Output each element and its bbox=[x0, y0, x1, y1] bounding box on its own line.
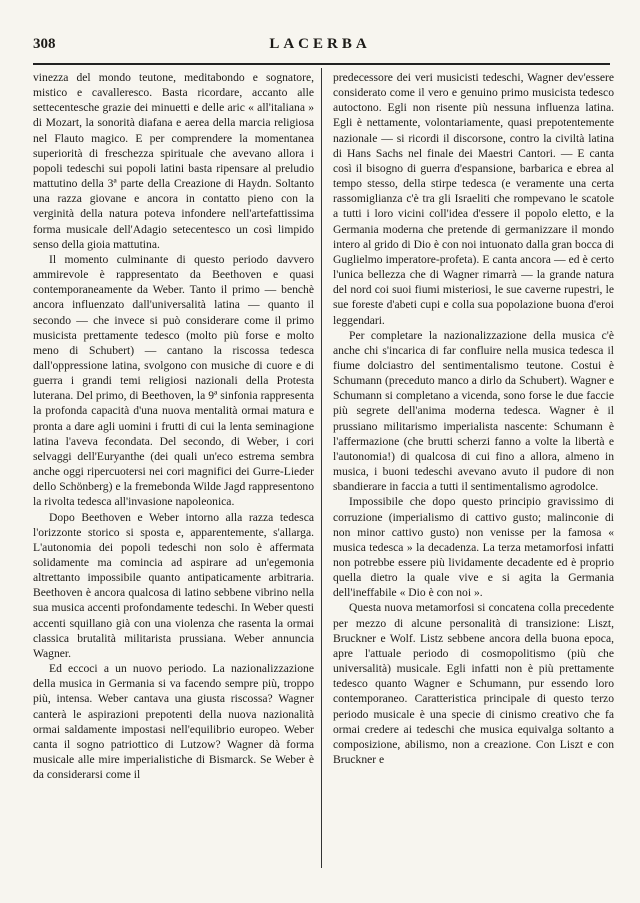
header-rule bbox=[33, 63, 610, 65]
paragraph: Dopo Beethoven e Weber intorno alla razza tedesca l'orizzonte storico si sposta e, apparentemente, s'allarga. L'autonomia dei popoli tedeschi non solo è affermata solidamente ma comincia ad aspirare ad un'egemonia altrettanto impossibile quanto antipaticamente arbitraria. Beethoven è ancora qualcosa di latino sebbene vibrino nella sua musica accenti profondamente tedeschi. In Weber questi accenti squillano già con una violenza che rasenta la ormai classica brutalità militarista prussiana. Weber annuncia Wagner. bbox=[33, 510, 314, 660]
paragraph: Impossibile che dopo questo principio gravissimo di corruzione (imperialismo di cattivo gusto; malinconie di non minor cattivo gusto) non venisse per la famosa « musica tedesca » la decadenza. La terza metamorfosi infatti non potrebbe essere più lividamente decadente ed è proprio quella dietro la quale vive e si agita la Germania dell'ineffabile « Dio è con noi ». bbox=[333, 495, 614, 600]
journal-title: LACERBA bbox=[269, 36, 371, 52]
right-column bbox=[333, 70, 614, 767]
paragraph: vinezza del mondo teutone, meditabondo e sognatore, mistico e cavalleresco. Basta ricordare, accanto alle settecentesche grazie dei minuetti e delle aric « all'italiana » di Mozart, la sonorità diafana e aerea della marcia religiosa nel Flauto magico. E per comprendere la momentanea superiorità di freschezza spirituale che avevano allora i popoli tedeschi sui popoli latini basta ripensare al preludio mattutino della 3ª parte della Creazione di Haydn. Soltanto una razza giovane e ancora in contatto pieno con la verginità della natura poteva infondere nell'artefattissima forma musicale dell'Adagio setecentesco un così limpido senso della gioia mattutina. bbox=[33, 71, 314, 251]
left-column bbox=[33, 70, 314, 782]
paragraph: Per completare la nazionalizzazione della musica c'è anche chi s'incarica di far confluire nella musica tedesca il fiume dolciastro del sentimentalismo teutone. Costui è Schumann (preceduto manco a dirlo da Schubert). Wagner e Schumann si completano a vicenda, sono forse le due faccie più segrete dell'anima moderna tedesca. Wagner è il prussiano militarismo imperialista nascente: Schumann è l'affermazione (che brutti scherzi fanno a volte la libertà e l'autonomia!) di qualcosa di cui fino a allora, almeno in musica, i buoni tedeschi avevano avuto il pudore di non sbandierare in faccia a tutti il sentimentalismo agrodolce. bbox=[333, 328, 614, 494]
paragraph: Il momento culminante di questo periodo davvero ammirevole è rappresentato da Beethoven e quasi contemporaneamente da Weber. Tanto il primo — benchè ancora influenzato dall'universalità latina — quanto il secondo — che invece si può considerare come il primo musicista prettamente tedesco (molto più forse e molto meno di Schubert) — cantano la riscossa tedesca dall'oppressione latina, svolgono con musiche di cuore e di guerra i grandi temi religiosi nazionali della Protesta luterana. Del primo, di Beethoven, la 9ª sinfonia rappresenta la profonda capacità d'una nuova mentalità ormai matura e pronta a dare agli uomini i frutti di cui la lenta seminagione latina l'aveva fecondata. Del secondo, di Weber, i cori selvaggi dell'Euryanthe (dei quali un'eco estrema sembra anche oggi ripercuotersi nei cori magnifici dei Gurre-Lieder dello Schönberg) e la fremebonda Wilde Jagd rappresentono la rivolta tedesca all'invasione napoleonica. bbox=[33, 252, 314, 509]
paragraph: Ed eccoci a un nuovo periodo. La nazionalizzazione della musica in Germania si va facendo sempre più, troppo più, intensa. Weber cantava una giusta riscossa? Wagner canterà le aspirazioni prepotenti della nuova nazionalità ormai saldamente impostasi nell'equilibrio europeo. Weber canta il sogno patriottico di Lutzow? Wagner dà forma musicale alle mire imperialistiche di Bismarck. Se Weber è da considerarsi come il bbox=[33, 662, 314, 782]
column-divider bbox=[321, 68, 322, 868]
page-number: 308 bbox=[33, 36, 56, 52]
paragraph: Questa nuova metamorfosi si concatena colla precedente per mezzo di alcune personalità di transizione: Liszt, Bruckner e Wolf. Listz sebbene ancora della buona epoca, apre l'attuale periodo di cosmopolitismo (più che universalità) musicale. Egli infatti non è più prettamente tedesco quanto Wagner e Schumann, pur essendo loro contemporaneo. Caratteristica principale di questo terzo periodo musicale è una specie di cinismo creativo che fa ormai credere ai tedeschi che musica equivalga soltanto a composizione, abilismo, non a creazione. Con Liszt e con Bruckner e bbox=[333, 601, 614, 767]
paragraph: predecessore dei veri musicisti tedeschi, Wagner dev'essere considerato come il vero e genuino primo musicista tedesco autoctono. Egli non risente più nessuna influenza latina. Egli è nettamente, volontariamente, quasi prepotentemente nazionale — si ricordi il discorsone, contro la civiltà latina di Hans Sachs nel finale dei Maestri Cantori. — E canta così il bisogno di guerra d'espansione, barbarica e ebrea al tempo stesso, della stirpe tedesca (e veramente una certa rassomiglianza c'è tra gli Israeliti che rompevano le scatole a tutti i loro vicini coll'idea d'essere il popolo eletto, e la Germania moderna che pretende di germanizzare il mondo intero al grido di Dio è con noi intuonato dalla gran bocca di Guglielmo imperatore-profeta). E canta ancora — ed è certo l'unica bellezza che di Wagner rimarrà — la grande natura del nord coi suoi fiumi misteriosi, le sue caverne rupestri, le sue foreste d'abeti cupi e colla sua popolazione buona d'eroi leggendari. bbox=[333, 71, 614, 327]
